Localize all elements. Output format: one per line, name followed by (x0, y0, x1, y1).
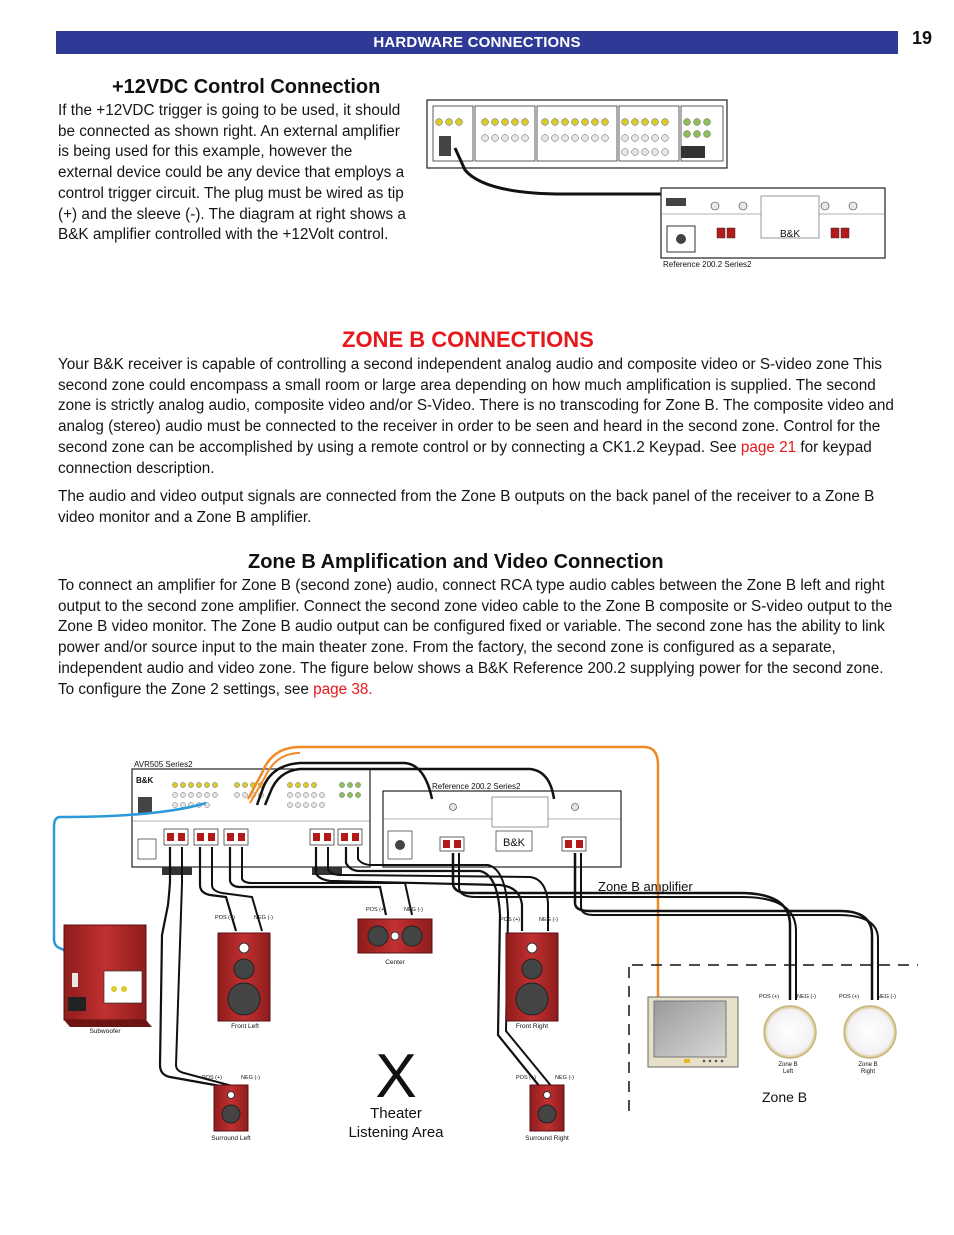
front-left-label: Front Left (231, 1023, 259, 1030)
front-right-speaker (506, 933, 558, 1021)
front-left-speaker (218, 933, 270, 1021)
zone-b-diagram (0, 735, 954, 1155)
listening-line-1: Theater (370, 1105, 422, 1122)
trigger-diagram (425, 98, 895, 270)
listening-mark: X (375, 1042, 417, 1111)
zone-b-label: Zone B (762, 1089, 808, 1105)
front-right-neg: NEG (-) (539, 917, 558, 923)
page-number: 19 (912, 28, 933, 48)
front-left-neg: NEG (-) (254, 915, 273, 921)
zone-b-heading: ZONE B CONNECTIONS (342, 327, 594, 352)
subwoofer-label: Subwoofer (89, 1028, 121, 1035)
header-bar (56, 31, 898, 54)
surround-left-pos: POS (+) (202, 1075, 223, 1081)
svg-text:B&K: B&K (136, 776, 154, 785)
zone-b-p1-text: Your B&K receiver is capable of controlling a second independent analog audio and composite video or S-video zone This second zone could encompass a small room or large area depending on how much amplification is supplied. The second zone is strictly analog audio, composite video and/or S-Video. There is no transcoding for Zone B. The composite video and analog (stereo) audio must be connected to the receiver in order to be seen and heard in the second zone. Control for the second zone can be accomplished by using a remote control or by connecting a CK1.2 Keypad. See (58, 356, 894, 456)
zone-b-right-pos: POS (+) (839, 994, 860, 1000)
center-speaker (358, 919, 432, 953)
center-label: Center (385, 959, 405, 966)
zone-b-right-speaker (844, 1006, 896, 1058)
amp-heading: Zone B Amplification and Video Connection (248, 551, 664, 573)
listening-line-2: Listening Area (348, 1124, 444, 1141)
zone-b-monitor (648, 997, 738, 1067)
zone-b-right-neg: NEG (-) (877, 994, 896, 1000)
trigger-paragraph: If the +12VDC trigger is going to be used, it should be connected as shown right. An external amplifier is being used for this example, however the external device could be any device that employs a control trigger circuit. The plug must be wired as tip (+) and the sleeve (-). The diagram at right shows a B&K amplifier controlled with the +12Volt control. (58, 102, 406, 244)
zone-b-paragraph-2: The audio and video output signals are connected from the Zone B outputs on the back panel of the receiver to a Zone B video monitor and a Zone B amplifier. (58, 488, 875, 526)
zone-b-left-pos: POS (+) (759, 994, 780, 1000)
front-right-pos: POS (+) (500, 917, 521, 923)
header-title: HARDWARE CONNECTIONS (373, 34, 581, 51)
receiver-label: AVR505 Series2 (134, 760, 193, 769)
zone-b-paragraph-1 (58, 355, 898, 479)
surround-right-speaker (530, 1085, 564, 1131)
amp-paragraph (58, 576, 898, 700)
center-pos: POS (+) (366, 907, 387, 913)
center-neg: NEG (-) (404, 907, 423, 913)
zone-b-amp-label: Zone B amplifier (598, 879, 693, 894)
amp-paragraph-text: To connect an amplifier for Zone B (second zone) audio, connect RCA type audio cables between the Zone B left and right output to the second zone amplifier. Connect the second zone video cable to the Zone B composite or S-video output to the Zone B video monitor. The Zone B audio output can be configured fixed or variable. The second zone has the ability to link power and/or source input to the main theater zone. From the factory, the second zone is configured as a separate, independent audio and video zone. The figure below shows a B&K Reference 200.2 supplying power for the second zone. To configure the Zone 2 settings, see (58, 577, 893, 698)
zone-b-left-speaker (764, 1006, 816, 1058)
surround-right-neg: NEG (-) (555, 1075, 574, 1081)
surround-right-label: Surround Right (525, 1135, 569, 1142)
amp-brand: B&K (502, 837, 526, 849)
zone-b-left-line-1: Zone B (778, 1062, 798, 1068)
surround-left-neg: NEG (-) (241, 1075, 260, 1081)
page-21-link[interactable]: page 21 (740, 438, 797, 456)
trigger-amp-label: Reference 200.2 Series2 (663, 260, 752, 269)
zone-b-p1-text-end: for keypad connection description. (58, 438, 872, 477)
zone-b-right-line-2: Right (860, 1069, 876, 1075)
trigger-brand: B&K (779, 229, 801, 240)
surround-left-label: Surround Left (211, 1135, 251, 1142)
subwoofer (64, 925, 152, 1027)
trigger-heading: +12VDC Control Connection (112, 76, 381, 98)
zone-b-right-line-1: Zone B (858, 1062, 878, 1068)
front-left-pos: POS (+) (215, 915, 236, 921)
zone-b-left-line-2: Left (782, 1069, 794, 1075)
page-38-link[interactable]: page 38. (313, 680, 373, 698)
amp-label: Reference 200.2 Series2 (432, 782, 521, 791)
zone-b-left-neg: NEG (-) (797, 994, 816, 1000)
surround-left-speaker (214, 1085, 248, 1131)
surround-right-pos: POS (+) (516, 1075, 537, 1081)
front-right-label: Front Right (515, 1023, 549, 1030)
